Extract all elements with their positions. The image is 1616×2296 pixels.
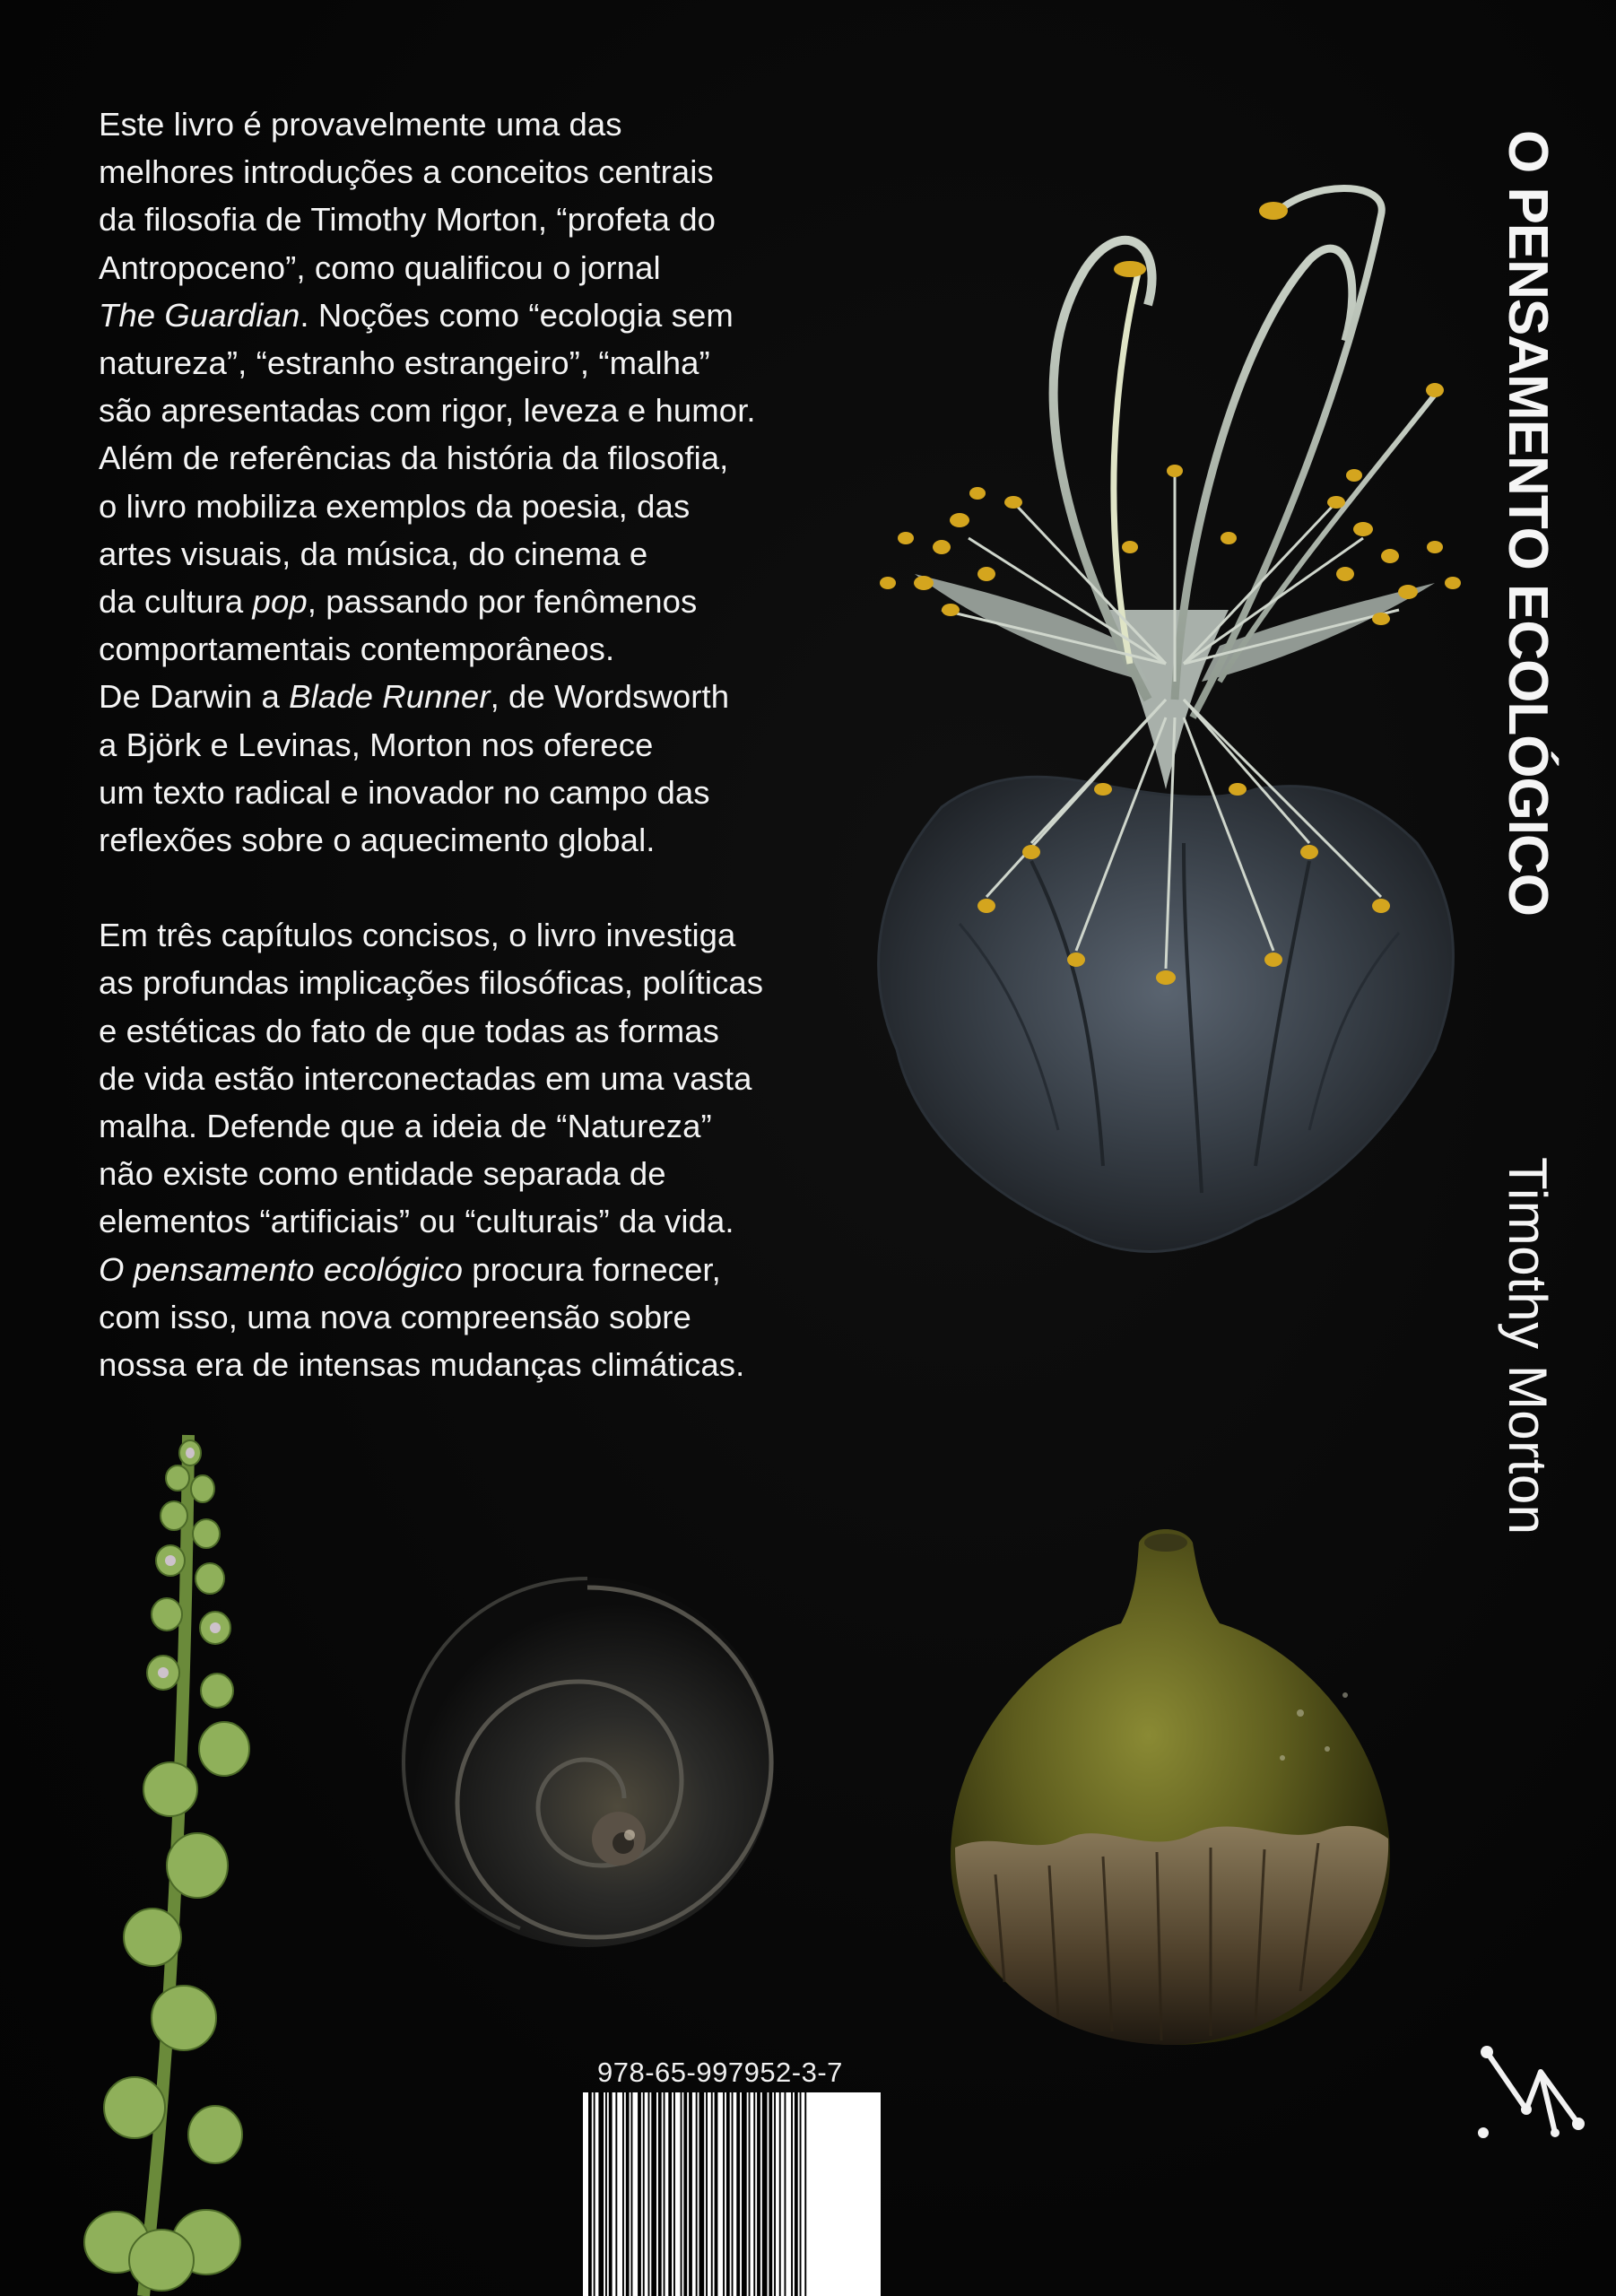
barcode-bar bbox=[683, 2092, 687, 2296]
barcode-bar bbox=[643, 2092, 645, 2296]
blurb-line: da filosofia de Timothy Morton, “profeta do bbox=[99, 201, 717, 239]
barcode-bar bbox=[658, 2092, 662, 2296]
barcode-bar bbox=[648, 2092, 650, 2296]
barcode-bar bbox=[626, 2092, 630, 2296]
blurb-line: melhores introduções a conceitos centrais bbox=[99, 153, 714, 191]
italic-title: Blade Runner bbox=[289, 678, 491, 716]
blurb-line: a Björk e Levinas, Morton nos oferece bbox=[99, 726, 654, 763]
author-name: Timothy Morton bbox=[1498, 1157, 1558, 1535]
blurb-line: comportamentais contemporâneos. bbox=[99, 631, 615, 668]
barcode-bar bbox=[779, 2092, 781, 2296]
barcode bbox=[583, 2092, 881, 2296]
barcode-bar bbox=[615, 2092, 617, 2296]
book-title: O PENSAMENTO ECOLÓGICO bbox=[1497, 130, 1559, 916]
barcode-bar bbox=[664, 2092, 665, 2296]
barcode-bar bbox=[791, 2092, 793, 2296]
barcode-bar bbox=[622, 2092, 624, 2296]
barcode-bar bbox=[699, 2092, 705, 2296]
blurb-line: artes visuais, da música, do cinema e bbox=[99, 535, 648, 572]
italic-title: pop bbox=[252, 583, 308, 621]
blurb-line: natureza”, “estranho estrangeiro”, “malha” bbox=[99, 344, 710, 382]
blurb-line: elementos “artificiais” ou “culturais” da vida. bbox=[99, 1203, 734, 1240]
isbn-number: 978-65-997952-3-7 bbox=[597, 2057, 843, 2088]
barcode-bar bbox=[749, 2092, 751, 2296]
blurb-line: Em três capítulos concisos, o livro investiga bbox=[99, 917, 736, 954]
barcode-bar bbox=[723, 2092, 725, 2296]
barcode-bar bbox=[689, 2092, 692, 2296]
blurb-line: reflexões sobre o aquecimento global. bbox=[99, 822, 656, 859]
flower-specimen-image bbox=[807, 161, 1507, 1309]
blurb-line: com isso, uma nova compreensão sobre bbox=[99, 1298, 691, 1335]
barcode-bar bbox=[681, 2092, 682, 2296]
barcode-bar bbox=[605, 2092, 607, 2296]
barcode-bar bbox=[598, 2092, 604, 2296]
italic-title: The Guardian bbox=[99, 296, 300, 334]
blurb-line: são apresentadas com rigor, leveza e humor. bbox=[99, 392, 756, 430]
blurb-line: de vida estão interconectadas em uma vasta bbox=[99, 1059, 752, 1097]
snail-shell-image bbox=[395, 1570, 789, 1964]
barcode-bar bbox=[804, 2092, 806, 2296]
barcode-bar bbox=[757, 2092, 760, 2296]
barcode-bar bbox=[732, 2092, 734, 2296]
blurb-line: não existe como entidade separada de bbox=[99, 1155, 666, 1193]
blurb-paragraph bbox=[99, 100, 816, 864]
blurb-line: e estéticas do fato de que todas as formas bbox=[99, 1012, 720, 1049]
barcode-bar bbox=[800, 2092, 802, 2296]
blurb-paragraph bbox=[99, 911, 816, 1388]
blurb-line: um texto radical e inovador no campo das bbox=[99, 773, 710, 811]
blurb-line: The Guardian. Noções como “ecologia sem bbox=[99, 296, 734, 334]
barcode-bar bbox=[774, 2092, 776, 2296]
barcode-bar bbox=[638, 2092, 641, 2296]
blurb-line: De Darwin a Blade Runner, de Wordsworth bbox=[99, 678, 730, 716]
barcode-bar bbox=[742, 2092, 747, 2296]
barcode-bar bbox=[696, 2092, 698, 2296]
blurb-line: O pensamento ecológico procura fornecer, bbox=[99, 1250, 721, 1288]
barcode-bar bbox=[715, 2092, 718, 2296]
barcode-bar bbox=[762, 2092, 768, 2296]
blurb-text bbox=[99, 100, 816, 1388]
publisher-logo bbox=[1471, 2036, 1596, 2161]
blurb-line: nossa era de intensas mudanças climáticas. bbox=[99, 1346, 745, 1384]
barcode-bar bbox=[753, 2092, 755, 2296]
barcode-bar bbox=[651, 2092, 656, 2296]
barcode-bar bbox=[726, 2092, 730, 2296]
italic-title: O pensamento ecológico bbox=[99, 1250, 463, 1288]
blurb-line: Além de referências da história da filosofia, bbox=[99, 439, 729, 477]
barcode-bar bbox=[609, 2092, 613, 2296]
barcode-bar bbox=[769, 2092, 772, 2296]
blurb-line: Antropoceno”, como qualificou o jornal bbox=[99, 248, 661, 286]
seed-pod-image bbox=[924, 1516, 1426, 2054]
barcode-bar bbox=[668, 2092, 672, 2296]
barcode-bar bbox=[706, 2092, 708, 2296]
barcode-bar bbox=[785, 2092, 786, 2296]
green-sprout-image bbox=[81, 1435, 314, 2296]
blurb-line: da cultura pop, passando por fenômenos bbox=[99, 583, 698, 621]
barcode-bar bbox=[594, 2092, 595, 2296]
barcode-bar bbox=[711, 2092, 713, 2296]
blurb-line: malha. Defende que a ideia de “Natureza” bbox=[99, 1108, 712, 1145]
barcode-bar bbox=[736, 2092, 740, 2296]
barcode-bar bbox=[795, 2092, 798, 2296]
blurb-line: o livro mobiliza exemplos da poesia, das bbox=[99, 487, 691, 525]
barcode-bar bbox=[631, 2092, 633, 2296]
blurb-line: Este livro é provavelmente uma das bbox=[99, 106, 622, 143]
blurb-line: as profundas implicações filosóficas, políticas bbox=[99, 964, 764, 1002]
barcode-bar bbox=[588, 2092, 592, 2296]
barcode-bar bbox=[673, 2092, 675, 2296]
